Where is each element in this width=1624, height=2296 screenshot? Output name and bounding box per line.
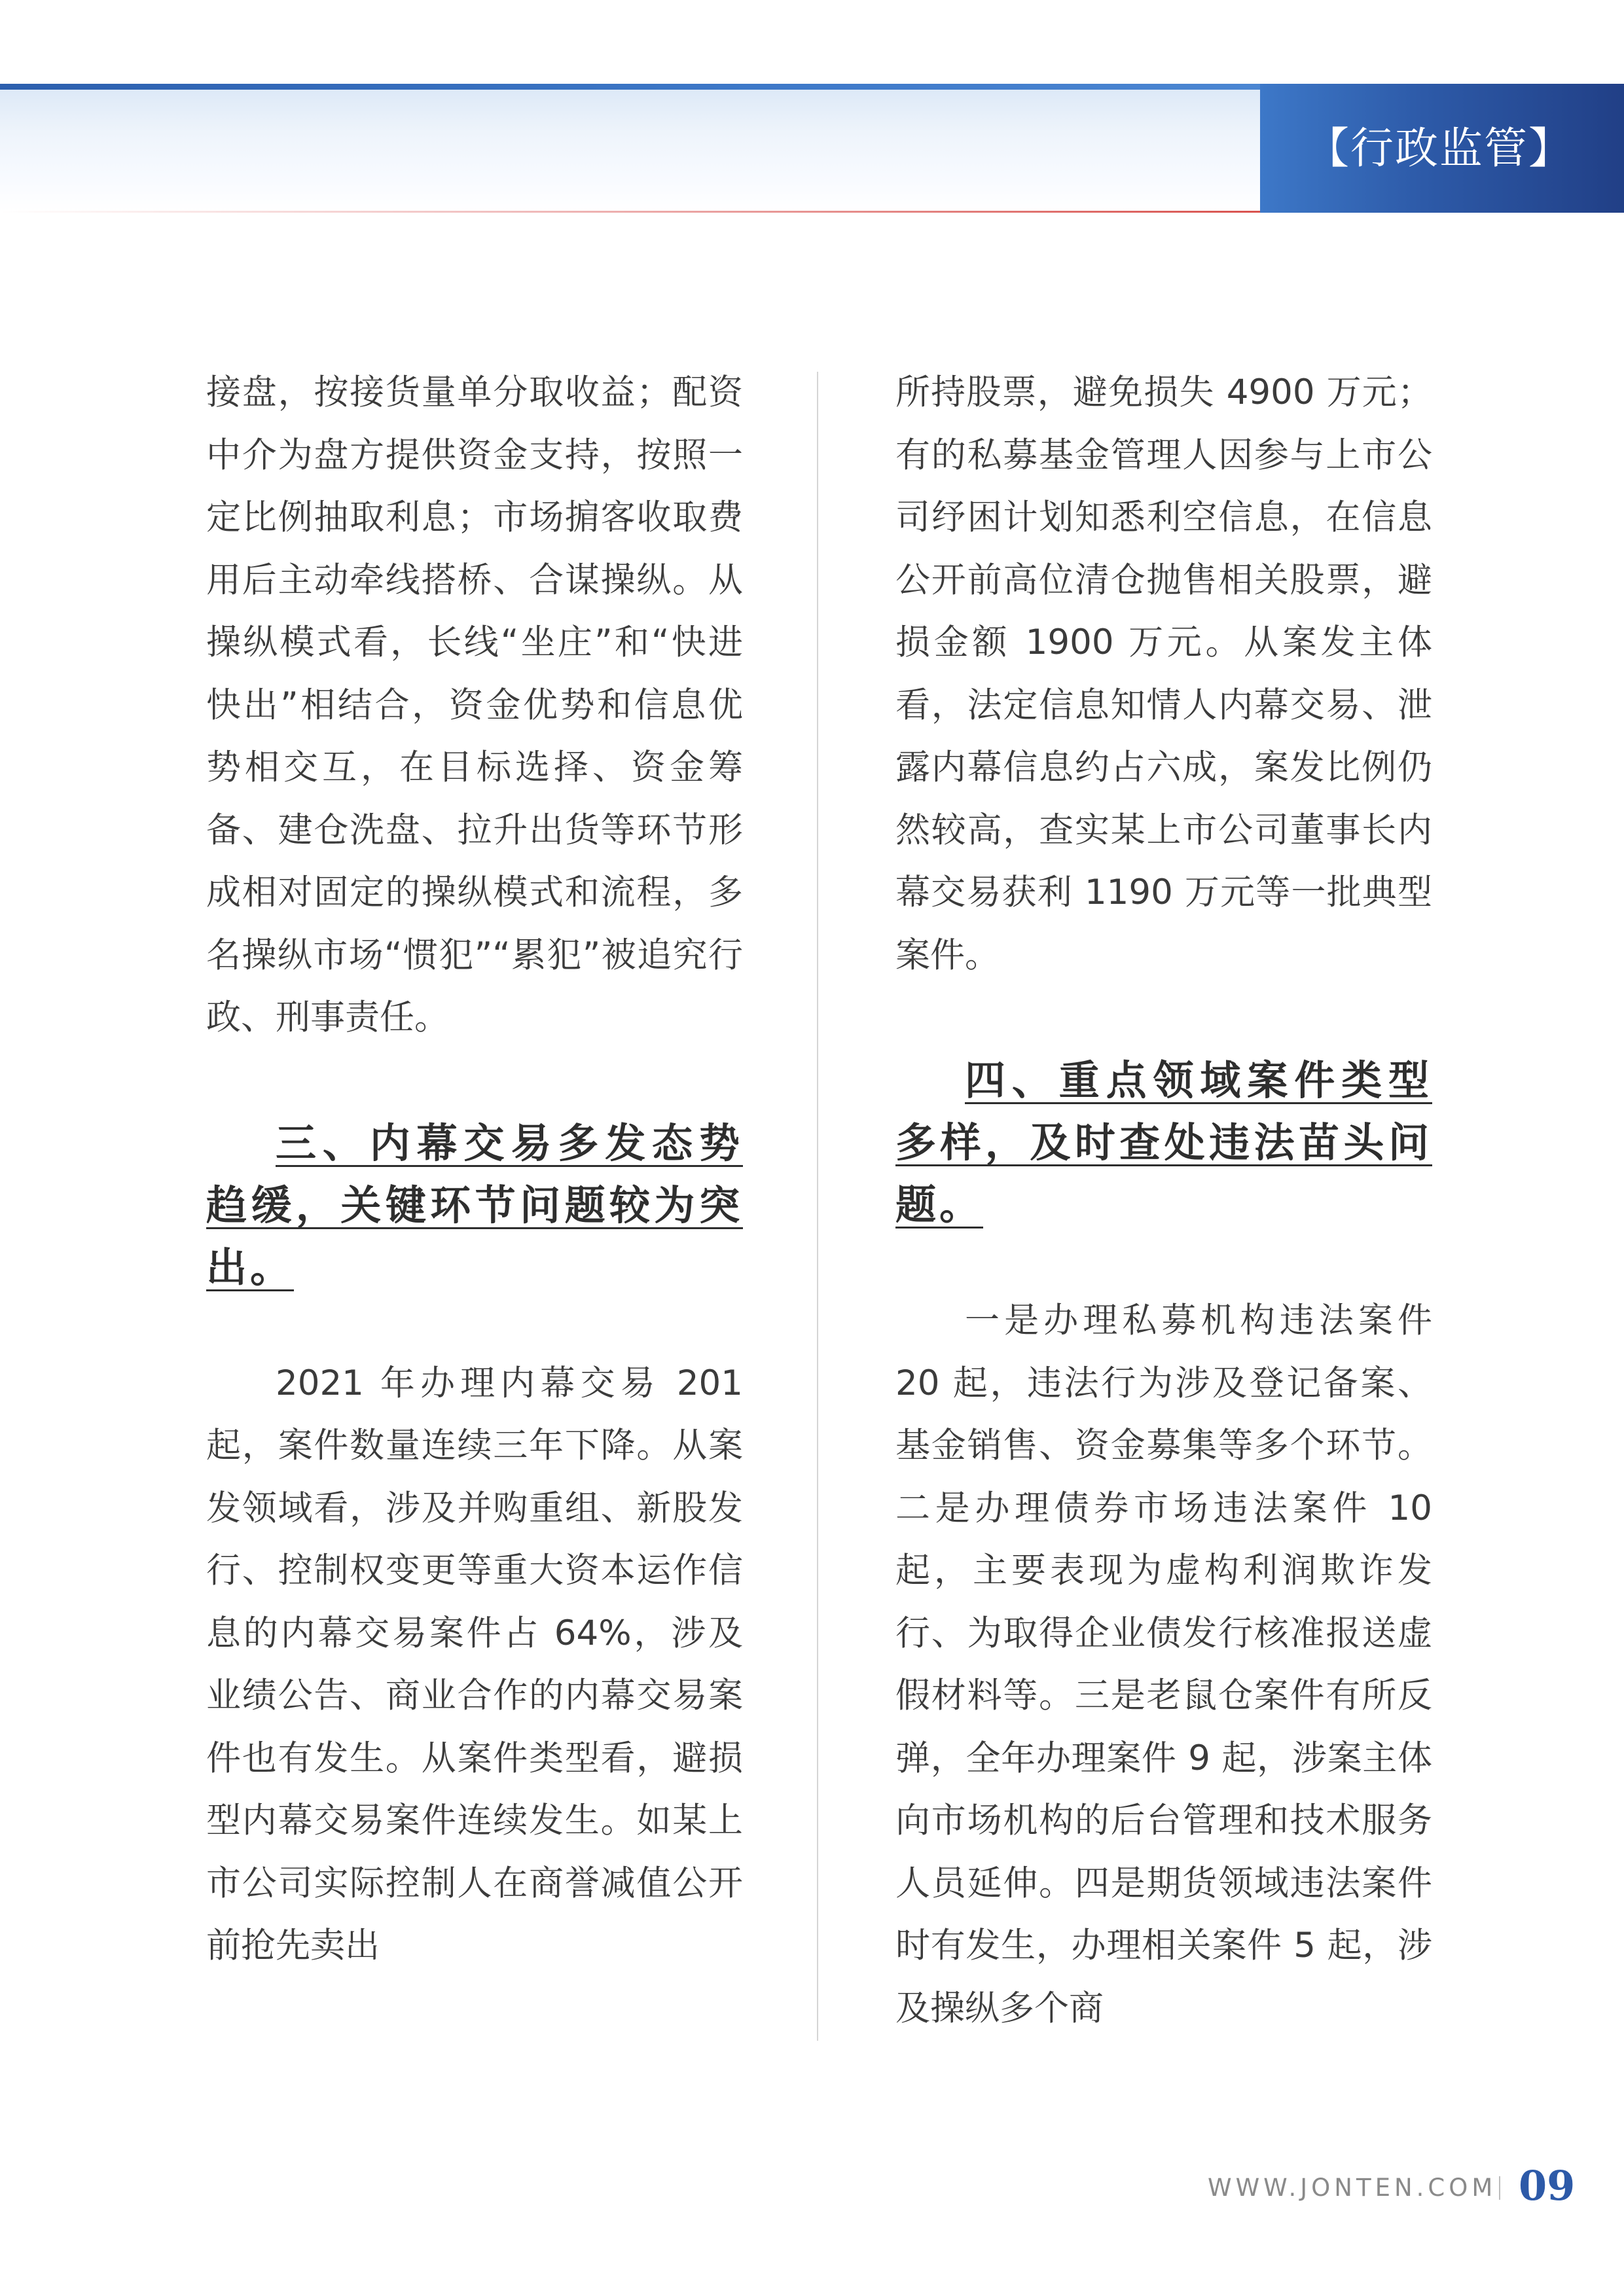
paragraph-insider-trading: 2021 年办理内幕交易 201 起，案件数量连续三年下降。从案发领域看，涉及并购重组、新股发行、控制权变更等重大资本运作信息的内幕交易案件占 64%，涉及业绩公告、商业合作的内幕交易案件也有发生。从案件类型看，避损型内幕交易案件连续发生。如某上市公司实际控制人在商誉减值公开前抢先卖出 [206,1363,743,1965]
heading-key-areas [895,1049,1432,1236]
paragraph-manipulation-continued: 接盘，按接货量单分取收益；配资中介为盘方提供资金支持，按照一定比例抽取利息；市场掮客收取费用后主动牵线搭桥、合谋操纵。从操纵模式看，长线“坐庄”和“快进快出”相结合，资金优势和信息优势相交互，在目标选择、资金筹备、建仓洗盘、拉升出货等环节形成相对固定的操纵模式和流程，多名操纵市场“惯犯”“累犯”被追究行政、刑事责任。 [206,372,743,1037]
header-band [0,90,1260,211]
footer-separator [1499,2176,1500,2200]
header-accent-line [0,211,1260,213]
footer-site-url: WWW.JONTEN.COM [1208,2174,1497,2202]
heading-insider-trading [206,1112,743,1299]
header-top-rule [0,84,1260,90]
heading-insider-trading-text: 三、内幕交易多发态势趋缓，关键环节问题较为突出。 [206,1119,743,1291]
section-tag: 【行政监管】 [1260,84,1624,213]
paragraph-key-areas: 一是办理私募机构违法案件 20 起，违法行为涉及登记备案、基金销售、资金募集等多个环节。二是办理债券市场违法案件 10 起，主要表现为虚构利润欺诈发行、为取得企业债发行核准报送虚假材料等。三是老鼠仓案件有所反弹，全年办理案件 9 起，涉案主体向市场机构的后台管理和技术服务人员延伸。四是期货领域违法案件时有发生，办理相关案件 5 起，涉及操纵多个商 [895,1300,1432,2028]
left-column [206,361,743,1977]
paragraph-insider-continued: 所持股票，避免损失 4900 万元；有的私募基金管理人因参与上市公司纾困计划知悉利空信息，在信息公开前高位清仓抛售相关股票，避损金额 1900 万元。从案发主体看，法定信息知情人内幕交易、泄露内幕信息约占六成，案发比例仍然较高，查实某上市公司董事长内幕交易获利 1190 万元等一批典型案件。 [895,372,1432,975]
column-divider [817,372,818,2041]
page-number: 09 [1519,2162,1576,2210]
heading-key-areas-text: 四、重点领域案件类型多样，及时查处违法苗头问题。 [895,1056,1432,1229]
right-column [895,361,1432,2039]
